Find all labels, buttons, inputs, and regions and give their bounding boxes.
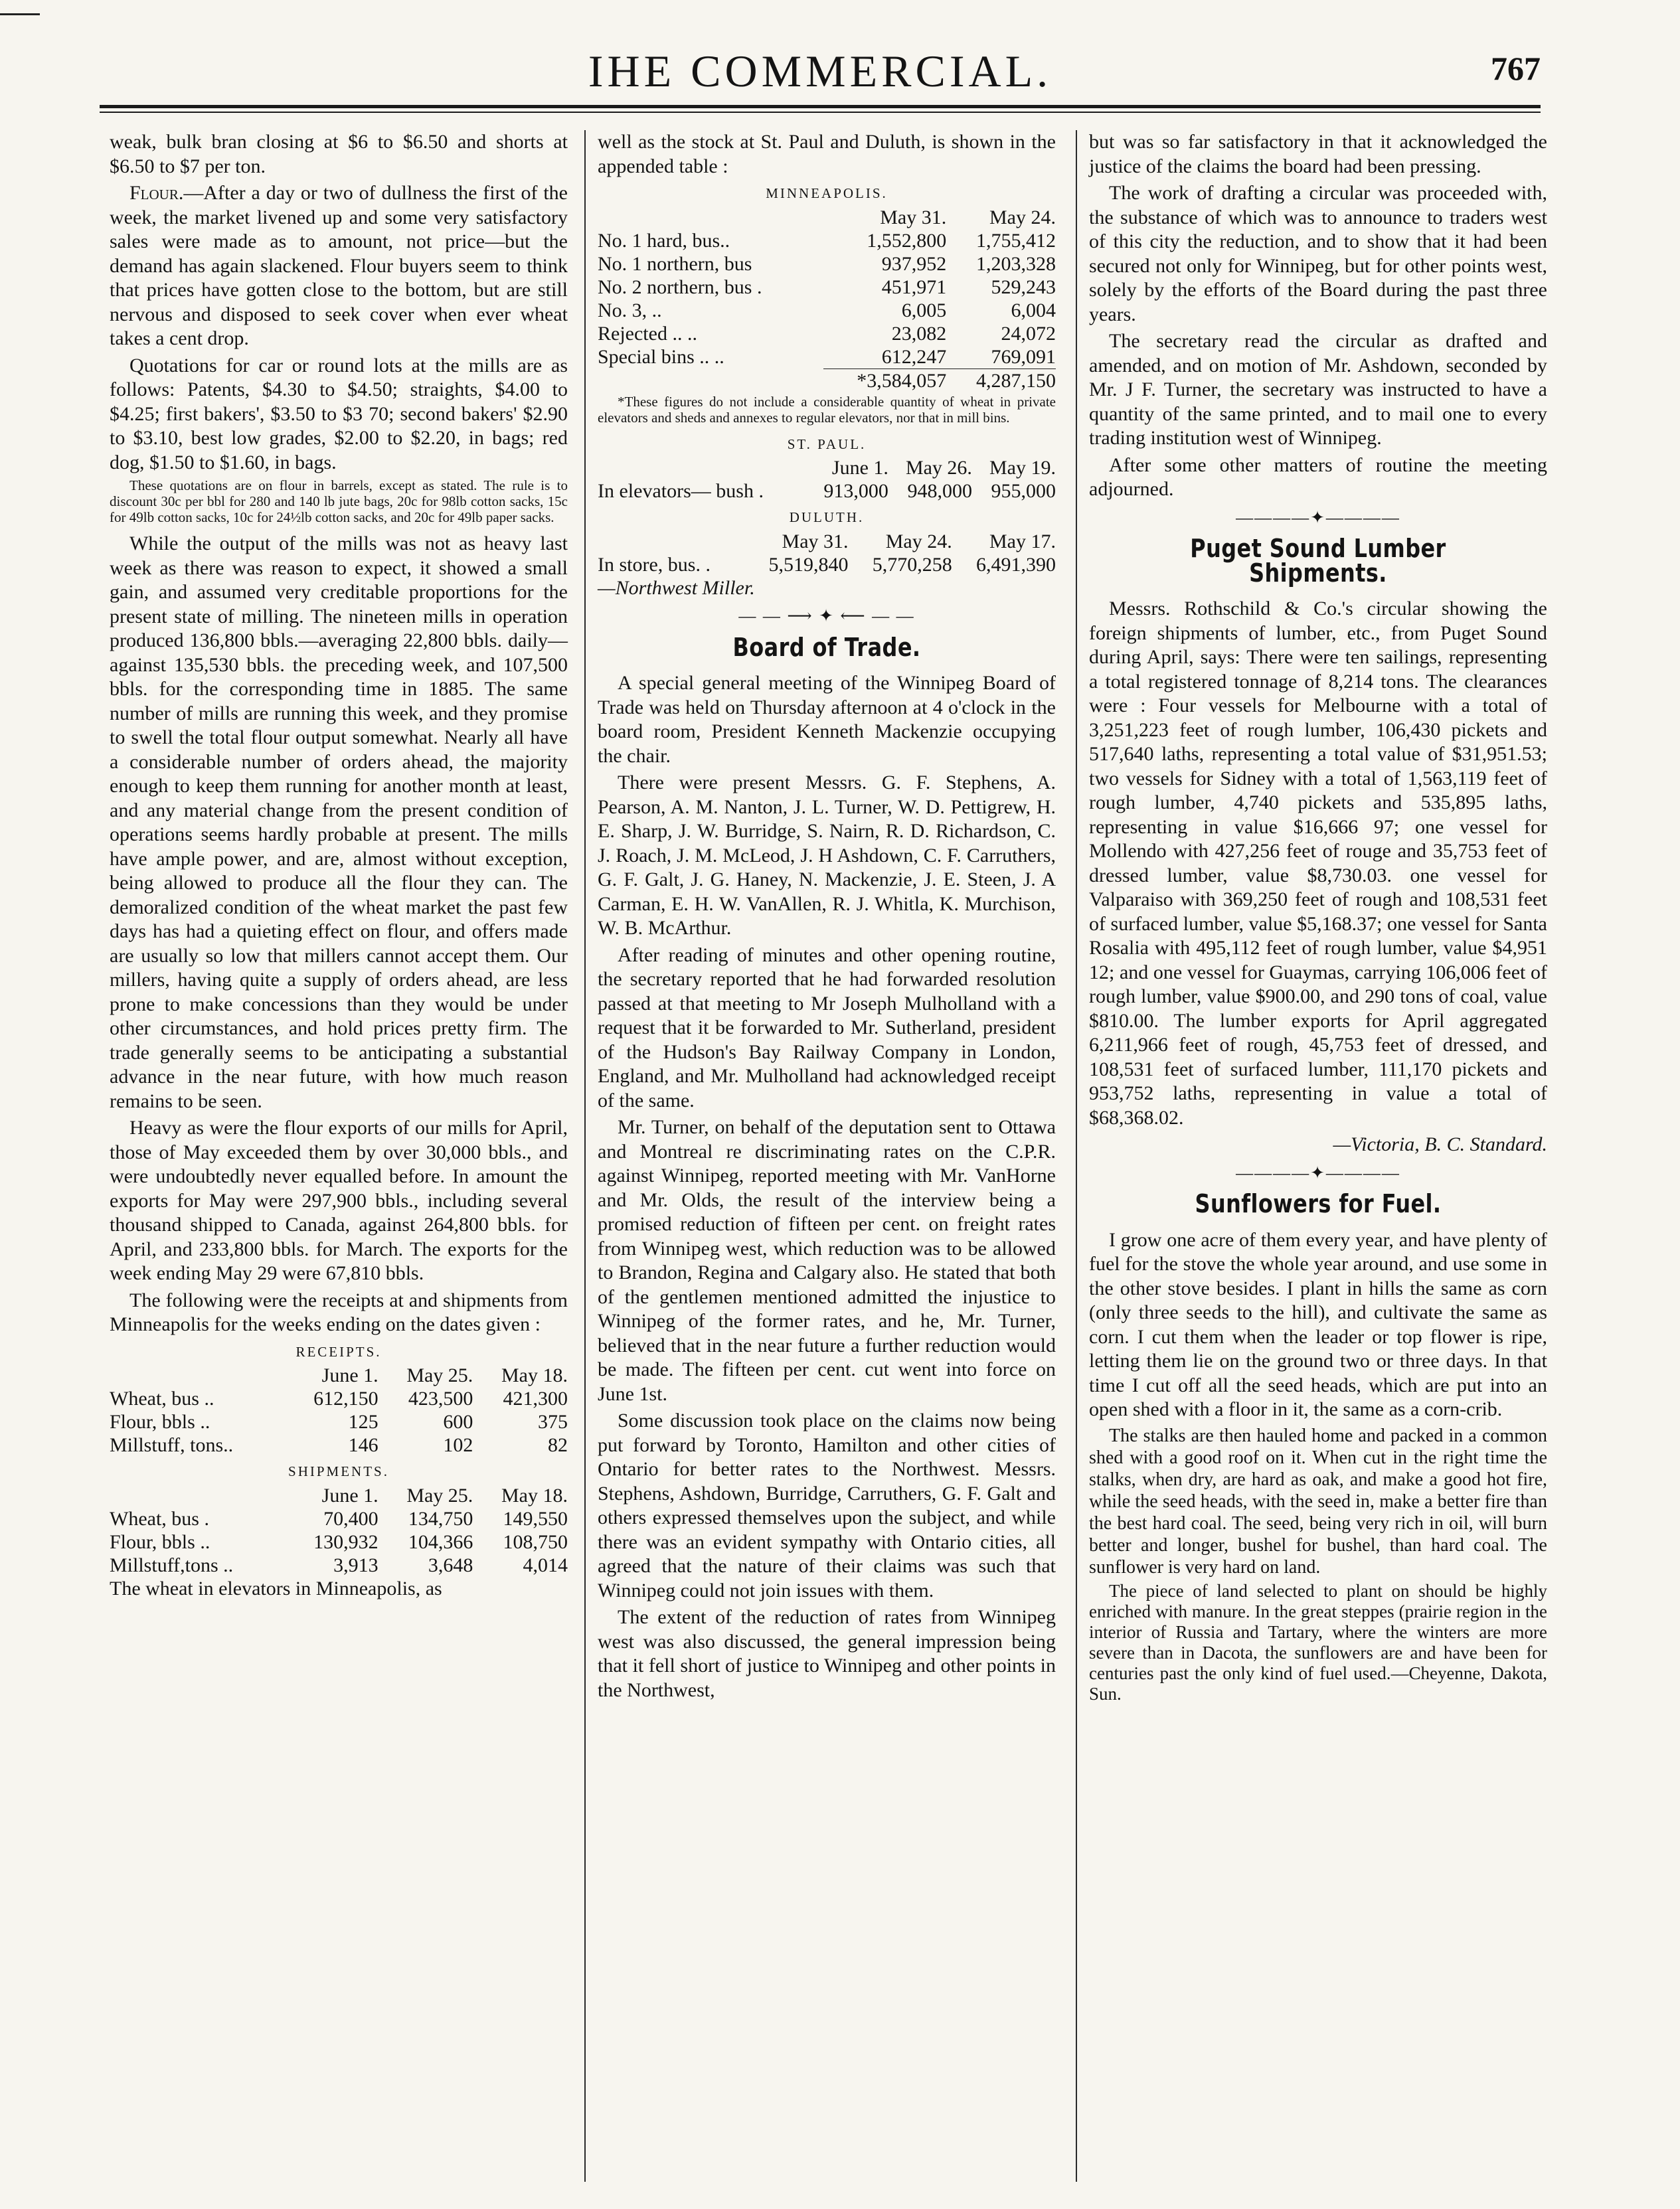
- total-cell: 4,287,150: [946, 368, 1056, 392]
- masthead: [100, 45, 1541, 98]
- col-header: May 31.: [782, 530, 849, 552]
- minneapolis-title: MINNEAPOLIS.: [766, 185, 888, 201]
- row-label: No. 3, ..: [598, 299, 662, 321]
- paragraph: Mr. Turner, on behalf of the deputation sent to Ottawa and Montreal re discriminating rates on the C.P.R. against Winnipeg, reported meeting with Mr. VanHorne and Mr. Olds, the result of the interview being a promised reduction of fifteen per cent. on freight rates from Winnipeg west, which reduction was to be allowed to Brandon, Regina and Calgary also. He stated that both of the gentlemen mentioned admitted the injustice to Winnipeg of the former rates, and he, Mr. Turner, believed that in the near future a further reduction would be made. The fifteen per cent. cut went into force on June 1st.: [598, 1116, 1056, 1405]
- row-label: Millstuff, tons..: [110, 1434, 234, 1456]
- paragraph: After some other matters of routine the meeting adjourned.: [1089, 453, 1547, 500]
- total-cell: *3,584,057: [823, 368, 946, 392]
- paragraph: The extent of the reduction of rates from Winnipeg west was also discussed, the general impression being that it fell short of justice to Winnipeg and other points in the Northwest,: [598, 1606, 1056, 1701]
- paragraph: The piece of land selected to plant on should be highly enriched with manure. In the great steppes (prairie region in the interior of Russia and Tartary, where the winters are more severe than in Dacota, the sunflowers are and have been for centuries past the only kind of fuel used.—Cheyenne, Dakota, Sun.: [1089, 1580, 1547, 1704]
- row-label: In elevators— bush .: [598, 480, 764, 502]
- flour-text: —After a day or two of dullness the first of the week, the market livened up and some very satisfactory sales were made as to amount, not price—but the demand has again slackened. Flour buyers seem to think that prices have gotten close to the bottom, but are still nervous and disposed to seek cover when ever wheat takes a cent drop.: [110, 182, 568, 349]
- row-label: Flour, bbls ..: [110, 1411, 210, 1433]
- ornament-divider: ————✦————: [1236, 507, 1400, 527]
- cell: 149,550: [503, 1507, 568, 1530]
- cell: 3,648: [428, 1554, 473, 1576]
- paragraph: The wheat in elevators in Minneapolis, as: [110, 1577, 442, 1599]
- col-header: May 25.: [406, 1364, 473, 1386]
- quotation-note: These quotations are on flour in barrels, except as stated. The rule is to discount 30c per bbl for 280 and 140 lb jute bags, 20c for 98lb cotton sacks, 15c for 49lb cotton sacks, 10c for 24½lb cotton sacks, and 20c for 49lb paper sacks.: [110, 477, 568, 525]
- row-label: No. 2 northern, bus .: [598, 276, 762, 298]
- table-row: [110, 1410, 568, 1433]
- table-header-row: [110, 1484, 568, 1507]
- cell: 5,519,840: [768, 553, 849, 576]
- cell: 3,913: [333, 1554, 378, 1576]
- cell: 70,400: [323, 1507, 378, 1530]
- row-label: In store, bus. .: [598, 553, 711, 576]
- col-header: May 18.: [501, 1484, 568, 1507]
- cell: 955,000: [991, 480, 1056, 502]
- col-header: May 17.: [989, 530, 1056, 552]
- col-header: May 24.: [885, 530, 952, 552]
- row-label: Wheat, bus .: [110, 1507, 209, 1530]
- cell: 423,500: [408, 1388, 473, 1410]
- paragraph: A special general meeting of the Winnipeg Board of Trade was held on Thursday afternoon at 4 o'clock in the board room, President Kenneth Mackenzie occupying the chair.: [598, 672, 1056, 767]
- duluth-table: [598, 530, 1056, 576]
- cell: 82: [548, 1434, 568, 1456]
- cell: 375: [538, 1411, 568, 1433]
- board-of-trade-heading: Board of Trade.: [732, 632, 921, 662]
- row-label: Wheat, bus ..: [110, 1388, 214, 1410]
- paragraph: While the output of the mills was not as heavy last week as there was reason to expect, it showed a small gain, and assumed very creditable proportions for the present state of milling. The nineteen mills in operation produced 136,800 bbls.—averaging 22,800 bbls. daily—against 135,530 bbls. the preceding week, and 107,500 bbls. for the corresponding time in 1885. The same number of mills are running this week, and they promise to swell the total flour output somewhat. Nearly all have a considerable number of orders ahead, the majority enough to keep them running for another month at least, and any material change from the present condition of operations seems hardly probable at present. The mills have ample power, and are, almost without exception, being allowed to produce all the flour they can. The demoralized condition of the wheat market the past few days has had a quieting effect on flour, and offers made are usually so low that millers cannot accept them. Our millers, having quite a supply of orders ahead, are less prone to make concessions than they would be under other circumstances, and hold prices pretty firm. The trade generally seems to be anticipating a substantial advance in the near future, with how much reason remains to be seen.: [110, 532, 568, 1112]
- table-row: [598, 345, 1056, 369]
- paragraph: Some discussion took place on the claims now being put forward by Toronto, Hamilton and other cities of Ontario for better rates to the Northwest. Messrs. Stephens, Ashdown, Burridge, Carruthers, G. F. Galt and others expressed themselves upon the subject, and while there was an evident sympathy with Ontario cities, all agreed that the nature of their claims was such that Winnipeg could not join issues with them.: [598, 1410, 1056, 1601]
- source-credit: —Victoria, B. C. Standard.: [1333, 1133, 1547, 1155]
- cell: 134,750: [408, 1507, 473, 1530]
- cell: 23,082: [891, 322, 947, 345]
- table-row: [598, 299, 1056, 322]
- row-label: Special bins .. ..: [598, 345, 724, 368]
- paragraph: Heavy as were the flour exports of our mills for April, those of May exceeded them by over 30,000 bbls., and were undoubtedly never equalled before. In amount the exports for May were 297,900 bbls., including several thousand shipped to Canada, against 264,800 bbls. for April, and 233,800 bbls. for March. The exports for the week ending May 29 were 67,810 bbls.: [110, 1117, 568, 1284]
- table-row: [110, 1507, 568, 1530]
- paragraph: Messrs. Rothschild & Co.'s circular showing the foreign shipments of lumber, etc., from Puget Sound during April, says: There were ten sailings, representing a total registered tonnage of 8,214 tons. The clearances were : Four vessels for Melbourne with a total of 3,251,223 feet of rough lumber, 106,430 pickets and 517,640 laths, representing a total value of $31,951.53; two vessels for Sidney with a total of 1,563,119 feet of rough lumber, 4,740 pickets and 535,895 laths, representing in value $16,666 97; one vessel for Mollendo with 427,256 feet of rouge and 35,753 feet of dressed lumber, value $8,730.03. one vessel for Valparaiso with 369,250 feet of rough and 108,531 feet of surfaced lumber, value $5,168.37; one vessel for Santa Rosalia with 495,112 feet of rough lumber, value $4,951 12; and one vessel for Guaymas, carrying 106,006 feet of rough lumber, value $900.00, and 290 tons of coal, value $810.00. The lumber exports for April aggregated 6,211,966 feet of rough, 45,753 feet of dressed, and 108,531 feet of surfaced lumber, 111,170 pickets and 953,752 laths, representing in value a total of $68,368.02.: [1089, 598, 1547, 1129]
- paragraph: The stalks are then hauled home and packed in a common shed with a good roof on it. When cut in the right time the stalks, when dry, are hard as oak, and make a good hot fire, while the seed heads, with the seed in, make a better fire than the best hard coal. The seed, being very rich in oil, will burn better and longer, bushel for bushel, than hard coal. The sunflower is very hard on land.: [1089, 1425, 1547, 1578]
- minneapolis-table: [598, 206, 1056, 392]
- row-label: No. 1 northern, bus: [598, 252, 752, 275]
- cell: 937,952: [881, 252, 947, 275]
- row-label: Rejected .. ..: [598, 322, 697, 345]
- col-header: May 25.: [406, 1484, 473, 1507]
- cell: 6,004: [1011, 299, 1056, 321]
- paragraph: well as the stock at St. Paul and Duluth, is shown in the appended table :: [598, 131, 1056, 177]
- cell: 24,072: [1001, 322, 1056, 345]
- col-header: May 31.: [880, 206, 947, 228]
- column-2: [598, 130, 1056, 1705]
- publication-title: IHE COMMERCIAL.: [588, 46, 1052, 96]
- col-header: June 1.: [321, 1364, 378, 1386]
- page-number: 767: [1491, 50, 1541, 87]
- cell: 6,005: [901, 299, 947, 321]
- shipments-title: SHIPMENTS.: [288, 1463, 389, 1479]
- paragraph: I grow one acre of them every year, and have plenty of fuel for the stove the whole year around, and use some in the other stove besides. I plant in hills the same as corn (only three seeds to the hill), and cultivate the same as corn. I cut them when the leader or top flower is ripe, letting them lie on the ground two or three days. In that time I cut off all the seed heads, which are put into an open shed with a floor in it, the same as a corn-crib.: [1089, 1228, 1547, 1420]
- shipments-table: [110, 1484, 568, 1577]
- table-row: [110, 1387, 568, 1410]
- flour-lead: Flour.: [129, 182, 184, 204]
- cell: 5,770,258: [872, 553, 952, 576]
- column-3: [1089, 130, 1547, 1707]
- table-header-row: [110, 1364, 568, 1387]
- cell: 600: [443, 1411, 473, 1433]
- cell: 948,000: [907, 480, 972, 502]
- cell: 1,552,800: [867, 229, 947, 252]
- col-header: May 19.: [989, 457, 1056, 479]
- row-label: Flour, bbls ..: [110, 1530, 210, 1553]
- col-header: May 26.: [905, 457, 972, 479]
- table-header-row: [598, 530, 1056, 553]
- paragraph: After reading of minutes and other opening routine, the secretary reported that he had forwarded resolution passed at that meeting to Mr Joseph Mulholland with a request that it be forwarded to Mr. Sutherland, president of the Hudson's Bay Railway Company in London, England, and Mr. Mulholland had acknowledged receipt of the same.: [598, 943, 1056, 1111]
- column-divider: [584, 130, 586, 2182]
- col-header: May 18.: [501, 1364, 568, 1386]
- receipts-table: [110, 1364, 568, 1457]
- table-footnote: *These figures do not include a considerable quantity of wheat in private elevators and sheds and annexes to regular elevators, nor that in mill bins.: [598, 393, 1056, 426]
- table-header-row: [598, 206, 1056, 229]
- ornament-divider: — — ⟶ ✦ ⟵ — —: [738, 606, 915, 625]
- paragraph: [110, 181, 568, 351]
- paragraph: There were present Messrs. G. F. Stephens, A. Pearson, A. M. Nanton, J. L. Turner, W. D. Pettigrew, H. E. Sharp, J. W. Burridge, S. Nairn, R. D. Richardson, C. J. Roach, J. M. McLeod, J. H Ashdown, C. F. Carruthers, G. F. Galt, J. G. Haney, N. Mackenzie, J. E. Steen, J. A Carman, E. H. W. VanAllen, R. J. Whitla, K. Murchison, W. B. McArthur.: [598, 772, 1056, 939]
- cell: 108,750: [503, 1530, 568, 1553]
- cell: 104,366: [408, 1530, 473, 1553]
- column-1: [110, 130, 568, 1603]
- paragraph: The following were the receipts at and shipments from Minneapolis for the weeks ending on the dates given :: [110, 1289, 568, 1335]
- cell: 6,491,390: [976, 553, 1056, 576]
- table-row: [110, 1554, 568, 1577]
- table-row: [598, 252, 1056, 276]
- cell: 421,300: [503, 1388, 568, 1410]
- margin-mark: [0, 13, 40, 15]
- cell: 451,971: [881, 276, 947, 298]
- cell: 913,000: [823, 480, 888, 502]
- sunflowers-heading: Sunflowers for Fuel.: [1195, 1189, 1442, 1218]
- cell: 612,150: [313, 1388, 378, 1410]
- ornament-divider: ————✦————: [1236, 1163, 1400, 1183]
- header-rule: [100, 105, 1541, 108]
- table-row: [598, 322, 1056, 345]
- column-divider: [1076, 130, 1077, 2182]
- receipts-title: RECEIPTS.: [295, 1343, 382, 1360]
- cell: 529,243: [991, 276, 1056, 298]
- col-header: June 1.: [831, 457, 888, 479]
- table-row: [110, 1530, 568, 1554]
- table-row: [110, 1433, 568, 1457]
- col-header: June 1.: [321, 1484, 378, 1507]
- paragraph: but was so far satisfactory in that it acknowledged the justice of the claims the board had been pressing.: [1089, 131, 1547, 177]
- cell: 612,247: [881, 345, 947, 368]
- paragraph: Quotations for car or round lots at the mills are as follows: Patents, $4.30 to $4.50; straights, $4.00 to $4.25; first bakers', $3.50 to $3 70; second bakers' $2.90 to $3.10, best low grades, $2.00 to $2.20, in bags; red dog, $1.50 to $1.60, in bags.: [110, 354, 568, 473]
- puget-sound-heading: Puget Sound Lumber Shipments.: [1190, 534, 1446, 588]
- duluth-title: DULUTH.: [789, 509, 865, 525]
- row-label: No. 1 hard, bus..: [598, 229, 730, 252]
- header-rule-thin: [100, 112, 1541, 113]
- col-header: May 24.: [989, 206, 1056, 228]
- paragraph: weak, bulk bran closing at $6 to $6.50 and shorts at $6.50 to $7 per ton.: [110, 131, 568, 177]
- cell: 102: [443, 1434, 473, 1456]
- paragraph: The work of drafting a circular was proceeded with, the substance of which was to announce to traders west of this city the reduction, and to show that it had been secured not only for Winnipeg, but for other points west, solely by the efforts of the Board during the past three years.: [1089, 182, 1547, 325]
- table-row: [598, 553, 1056, 576]
- table-row: [598, 276, 1056, 299]
- table-row: [598, 229, 1056, 252]
- cell: 130,932: [313, 1530, 378, 1553]
- source-credit: —Northwest Miller.: [598, 576, 755, 599]
- stpaul-title: ST. PAUL.: [787, 436, 867, 452]
- paragraph: The secretary read the circular as drafted and amended, and on motion of Mr. Ashdown, seconded by Mr. J F. Turner, the secretary was instructed to have a quantity of the same printed, and to mail one to every trading institution west of Winnipeg.: [1089, 330, 1547, 449]
- total-row: [598, 368, 1056, 392]
- cell: 146: [348, 1434, 378, 1456]
- cell: 1,755,412: [976, 229, 1056, 252]
- cell: 1,203,328: [976, 252, 1056, 275]
- cell: 4,014: [523, 1554, 568, 1576]
- table-header-row: [598, 456, 1056, 479]
- stpaul-table: [598, 456, 1056, 503]
- cell: 769,091: [991, 345, 1056, 368]
- table-row: [598, 479, 1056, 503]
- row-label: Millstuff,tons ..: [110, 1554, 234, 1576]
- cell: 125: [348, 1411, 378, 1433]
